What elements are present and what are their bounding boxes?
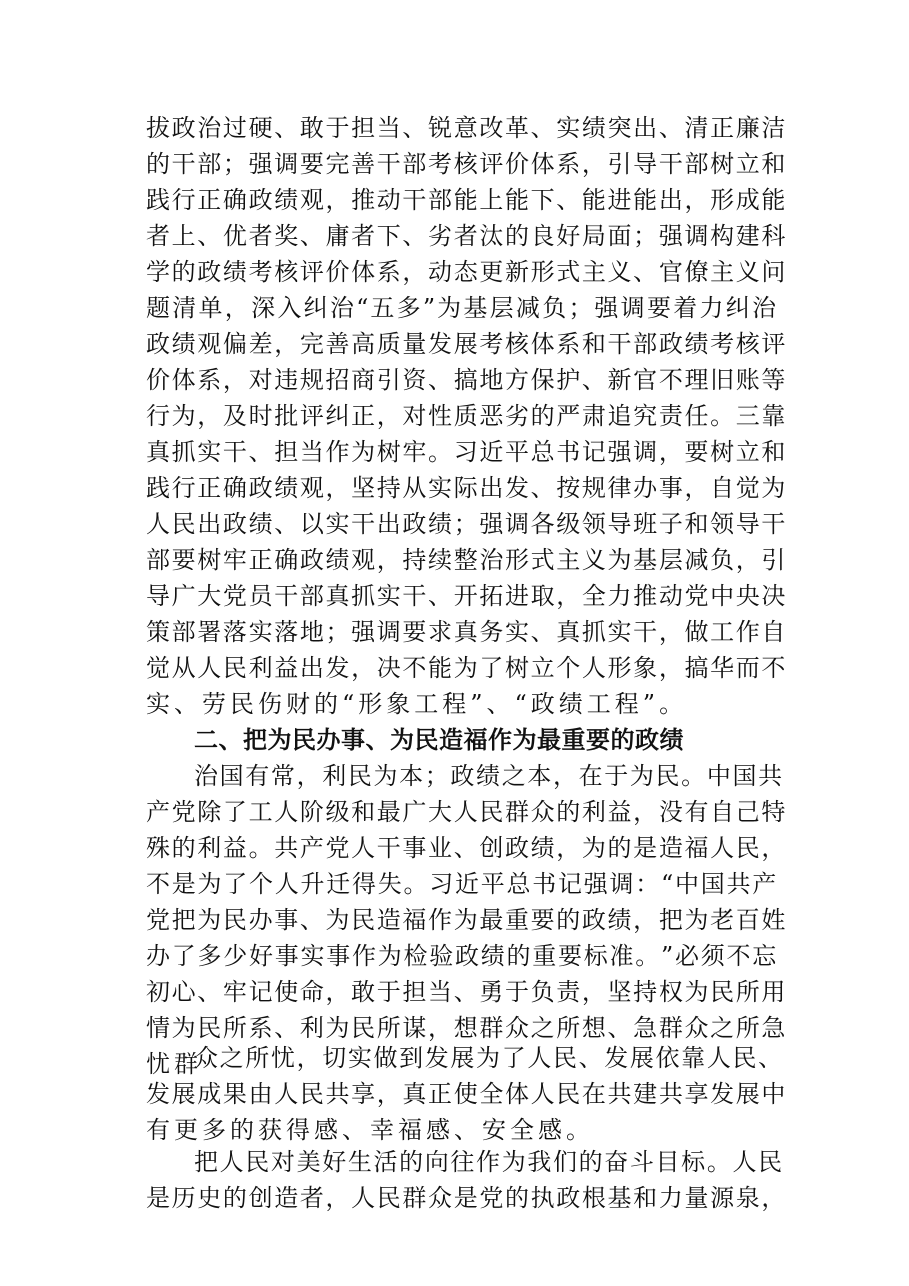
text-line: 产 党 除 了 工 人 阶 级 和 最 广 大 人 民 群 众 的 利 益 ， 没 有 自 己 特 (146, 798, 786, 826)
text-line: 践 行 正 确 政 绩 观 ， 坚 持 从 实 际 出 发 、 按 规 律 办 事 ， 自 觉 为 (146, 474, 786, 502)
text-line: 情 为 民 所 系 、 利 为 民 所 谋 ， 想 群 众 之 所 想 、 急 群 众 之 所 急 (146, 1014, 786, 1042)
text-line: 众 之 所 忧 ， 切 实 做 到 发 展 为 了 人 民 、 发 展 依 靠 人 民 、 (194, 1044, 783, 1072)
text-line: 践 行 正 确 政 绩 观 ， 推 动 干 部 能 上 能 下 、 能 进 能 出 ， 形 成 能 (146, 186, 786, 214)
text-line: 发 展 成 果 由 人 民 共 享 ， 真 正 使 全 体 人 民 在 共 建 共 享 发 展 中 (146, 1080, 786, 1108)
text-line: 者 上 、 优 者 奖 、 庸 者 下 、 劣 者 汰 的 良 好 局 面 ； 强 调 构 建 科 (146, 222, 786, 250)
text-line: 办 了 多 少 好 事 实 事 作 为 检 验 政 绩 的 重 要 标 准 。 ” 必 须 不 忘 (146, 942, 777, 970)
text-line: 题 清 单 ， 深 入 纠 治 “ 五 多 ” 为 基 层 减 负 ； 强 调 要 着 力 纠 治 (146, 294, 776, 322)
text-line: 行 为 ， 及 时 批 评 纠 正 ， 对 性 质 恶 劣 的 严 肃 追 究 责 任 。 三 靠 (146, 402, 786, 430)
text-line: 学 的 政 绩 考 核 评 价 体 系 ， 动 态 更 新 形 式 主 义 、 官 僚 主 义 问 (146, 258, 786, 286)
text-line: 党 把 为 民 办 事 、 为 民 造 福 作 为 最 重 要 的 政 绩 ， 把 为 老 百 姓 (146, 906, 786, 934)
text-line: 治 国 有 常 ， 利 民 为 本 ； 政 绩 之 本 ， 在 于 为 民 。 中 国 共 (194, 762, 783, 790)
text-line: 觉 从 人 民 利 益 出 发 ， 决 不 能 为 了 树 立 个 人 形 象 ， 搞 华 而 不 (146, 654, 786, 682)
section-heading (194, 722, 794, 758)
text-line: 人 民 出 政 绩 、 以 实 干 出 政 绩 ； 强 调 各 级 领 导 班 子 和 领 导 干 (146, 510, 786, 538)
text-line: 策 部 署 落 实 落 地 ； 强 调 要 求 真 务 实 、 真 抓 实 干 ， 做 工 作 自 (146, 618, 786, 646)
text-line: 导 广 大 党 员 干 部 真 抓 实 干 、 开 拓 进 取 ， 全 力 推 动 党 中 央 决 (146, 582, 786, 610)
text-line: 价 体 系 ， 对 违 规 招 商 引 资 、 搞 地 方 保 护 、 新 官 不 理 旧 账 等 (146, 366, 786, 394)
paragraph-1 (146, 110, 786, 722)
text-line: 是 历 史 的 创 造 者 ， 人 民 群 众 是 党 的 执 政 根 基 和 力 量 源 泉 ， (146, 1184, 786, 1212)
text-line: 政 绩 观 偏 差 ， 完 善 高 质 量 发 展 考 核 体 系 和 干 部 政 绩 考 核 评 (146, 330, 786, 358)
paragraph-4 (146, 1144, 786, 1216)
text-line: 拔 政 治 过 硬 、 敢 于 担 当 、 锐 意 改 革 、 实 绩 突 出 、 清 正 廉 洁 (146, 114, 786, 142)
text-line: 有更多的获得感、幸福感、安全感。 (146, 1116, 594, 1144)
text-line: 实、劳民伤财的“形象工程”、“政绩工程”。 (146, 690, 688, 718)
text-line: 的 干 部 ； 强 调 要 完 善 干 部 考 核 评 价 体 系 ， 引 导 干 部 树 立 和 (146, 150, 786, 178)
text-line: 忧群 (146, 1050, 202, 1078)
text-line: 真 抓 实 干 、 担 当 作 为 树 牢 。 习 近 平 总 书 记 强 调 ， 要 树 立 和 (146, 438, 786, 466)
text-line: 殊 的 利 益 。 共 产 党 人 干 事 业 、 创 政 绩 ， 为 的 是 造 福 人 民 ， (146, 834, 786, 862)
paragraph-3 (146, 1040, 786, 1148)
text-line: 部 要 树 牢 正 确 政 绩 观 ， 持 续 整 治 形 式 主 义 为 基 层 减 负 ， 引 (146, 546, 786, 574)
paragraph-2 (146, 758, 786, 1082)
text-line: 不 是 为 了 个 人 升 迁 得 失 。 习 近 平 总 书 记 强 调 ： “ 中 国 共 产 (146, 870, 777, 898)
text-line: 初 心 、 牢 记 使 命 ， 敢 于 担 当 、 勇 于 负 责 ， 坚 持 权 为 民 所 用 (146, 978, 786, 1006)
section-heading-text: 二、把为民办事、为民造福作为最重要的政绩 (194, 726, 684, 754)
text-line: 把 人 民 对 美 好 生 活 的 向 往 作 为 我 们 的 奋 斗 目 标 。 人 民 (194, 1148, 783, 1176)
